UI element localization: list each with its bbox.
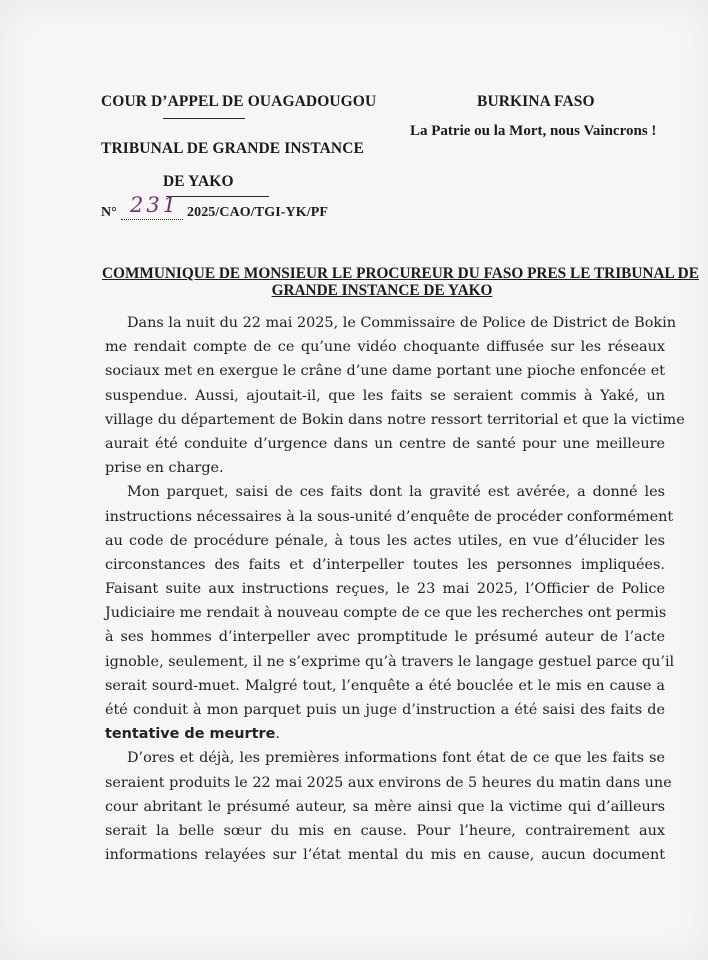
body-line: à ses hommes d’interpeller avec promptitude le présumé auteur de l’acte <box>105 629 665 646</box>
tribunal-name-line2: DE YAKO <box>163 173 234 190</box>
body-line: D’ores et déjà, les premières informations font état de ce que les faits se <box>127 750 665 767</box>
court-name: COUR D’APPEL DE OUAGADOUGOU <box>101 93 377 110</box>
reference-number-line <box>121 219 183 220</box>
body-line: informations relayées sur l’état mental du mis en cause, aucun document <box>105 847 665 864</box>
reference-prefix: N° <box>101 205 117 220</box>
body-line: Faisant suite aux instructions reçues, le 23 mai 2025, l’Officier de Police <box>105 581 665 598</box>
tribunal-name-line1: TRIBUNAL DE GRANDE INSTANCE <box>101 140 364 157</box>
body-line: instructions nécessaires à la sous-unité d’enquête de procéder conformément <box>105 508 674 525</box>
title-line1: COMMUNIQUE DE MONSIEUR LE PROCUREUR DU FASO PRES LE TRIBUNAL DE <box>102 265 699 282</box>
body-line: Mon parquet, saisi de ces faits dont la gravité est avérée, a donné les <box>127 484 665 501</box>
body-line: cour abritant le présumé auteur, sa mère ainsi que la victime qui d’ailleurs <box>105 798 665 815</box>
national-motto: La Patrie ou la Mort, nous Vaincrons ! <box>410 123 657 139</box>
body-line: au code de procédure pénale, à tous les actes utiles, en vue d’élucider les <box>105 532 665 549</box>
body-line: me rendait compte de ce qu’une vidéo choquante diffusée sur les réseaux <box>105 339 665 356</box>
communique-body <box>105 311 685 867</box>
body-line: prise en charge. <box>105 460 224 477</box>
body-line-charge <box>105 722 665 746</box>
body-line: Judiciaire me rendait à nouveau compte de ce que les recherches ont permis <box>105 605 667 622</box>
communique-title <box>102 265 699 299</box>
tribunal-underline <box>166 196 269 197</box>
country-name: BURKINA FASO <box>477 93 595 110</box>
body-line: Dans la nuit du 22 mai 2025, le Commissaire de Police de District de Bokin <box>127 315 676 331</box>
charge-period: . <box>275 726 280 743</box>
body-line: seraient produits le 22 mai 2025 aux environs de 5 heures du matin dans une <box>105 774 672 791</box>
body-line: serait sourd-muet. Malgré tout, l’enquête a été bouclée et le mis en cause a <box>105 677 665 694</box>
body-line: été conduit à mon parquet puis un juge d’instruction a été saisi des faits de <box>105 702 665 718</box>
handwritten-reference-number: 231 <box>130 193 180 217</box>
body-line: aurait été conduite d’urgence dans un centre de santé pour une meilleure <box>105 435 665 452</box>
title-line2: GRANDE INSTANCE DE YAKO <box>271 282 493 299</box>
body-line: ignoble, seulement, il ne s’exprime qu’à travers le langage gestuel parce qu’il <box>105 653 675 670</box>
body-line: suspendue. Aussi, ajoutait-il, que les faits se seraient commis à Yaké, un <box>105 387 665 404</box>
body-line: serait la belle sœur du mis en cause. Pour l’heure, contrairement aux <box>105 822 665 839</box>
body-line: sociaux met en exergue le crâne d’une dame portant une pioche enfoncée et <box>105 363 665 380</box>
charge-emphasis: tentative de meurtre <box>105 726 276 743</box>
court-underline <box>163 118 245 119</box>
body-line: village du département de Bokin dans notre ressort territorial et que la victime <box>105 411 685 428</box>
reference-suffix: 2025/CAO/TGI-YK/PF <box>187 205 329 220</box>
body-line: circonstances des faits et d’interpeller toutes les personnes impliquées. <box>105 556 665 573</box>
